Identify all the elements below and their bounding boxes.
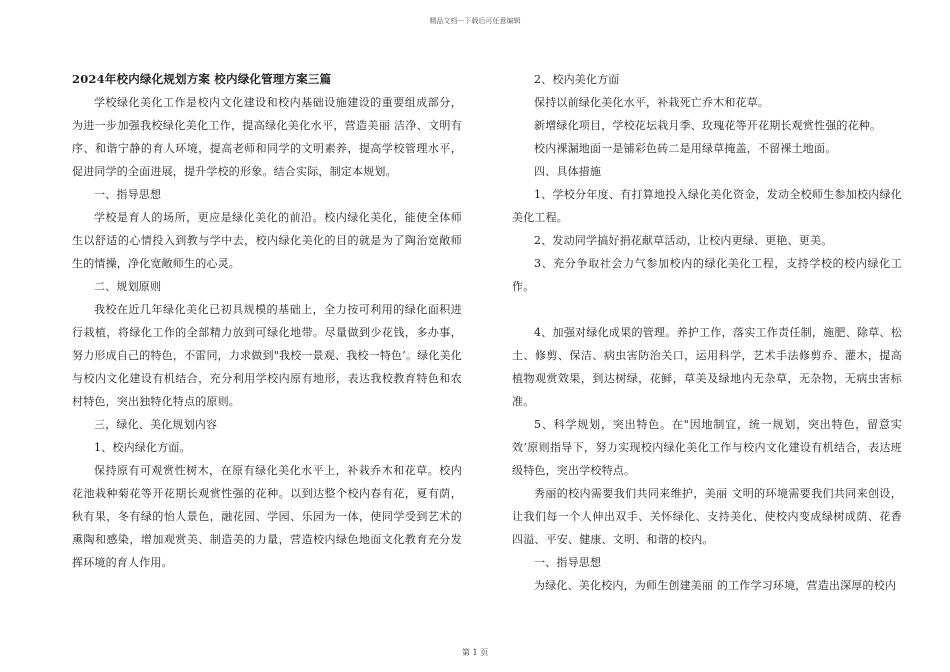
- paragraph: 4、加强对绿化成果的管理。养护工作，落实工作责任制，施肥、除草、松土、修剪、保洁、病虫害防治关口，运用科学，艺术手法修剪乔、灌木，提高植物观赏效果，到达树绿，花鲜，草美及绿地内无杂草，无杂物，无病虫害标准。: [512, 326, 902, 408]
- left-column: [72, 68, 462, 574]
- paragraph: 2、校内美化方面: [534, 73, 620, 86]
- document-title: 2024年校内绿化规划方案 校内绿化管理方案三篇: [72, 72, 332, 86]
- right-column: [512, 68, 902, 597]
- paragraph: 一、指导思想: [94, 188, 162, 201]
- paragraph: 学校绿化美化工作是校内文化建设和校内基础设施建设的重要组成部分，为进一步加强我校绿化美化工作，提高绿化美化水平，营造美丽 洁净、文明有序、和谐宁静的育人环境，提高老师和同学的文明素养，提高学校管理水平，促进同学的全面进展，提升学校的形象。结合实际，制定本规划。: [72, 96, 462, 178]
- paragraph: 新增绿化项目，学校花坛栽月季、玫瑰花等开花期长观赏性强的花种。: [534, 119, 882, 132]
- paragraph: 保持以前绿化美化水平，补栽死亡乔木和花草。: [534, 96, 770, 109]
- paragraph: 5、科学规划，突出特色。在"因地制宜，统一规划，突出特色，留意实效’原则指导下，努力实现校内绿化美化工作与校内文化建设有机结合，表达班级特色，突出学校特点。: [512, 418, 902, 477]
- paragraph: 一、指导思想: [534, 556, 602, 569]
- paragraph: 秀丽的校内需要我们共同来维护，美丽 文明的环境需要我们共同来创设，让我们每一个人伸出双手、关怀绿化、支持美化、使校内变成绿树成荫、花香四溢、平安、健康、文明、和谐的校内。: [512, 487, 902, 546]
- paragraph: 1、学校分年度、有打算地投入绿化美化资金，发动全校师生参加校内绿化美化工程。: [512, 188, 902, 224]
- paragraph: 2、发动同学搞好捐花献草活动，让校内更绿、更艳、更美。: [534, 234, 833, 247]
- blank-line: [512, 298, 902, 321]
- paragraph: 3、充分争取社会力气参加校内的绿化美化工程，支持学校的校内绿化工作。: [512, 257, 902, 293]
- paragraph: 1、校内绿化方面。: [94, 441, 191, 454]
- paragraph: 二、规划原则: [94, 280, 162, 293]
- page-number: 第 1 页: [461, 648, 489, 657]
- paragraph: 保持原有可观赏性树木，在原有绿化美化水平上，补栽乔木和花草。校内花池栽种菊花等开花期长观赏性强的花种。以到达整个校内春有花，夏有荫，秋有果，冬有绿的怡人景色，融花园、学园、乐园为一体，使同学受到艺术的熏陶和感染，增加观赏美、制造美的力量，营造校内绿色地面文化教育充分发挥环境的育人作用。: [72, 464, 462, 569]
- paragraph: 学校是育人的场所，更应是绿化美化的前沿。校内绿化美化，能使全体师生以舒适的心情投入到教与学中去，校内绿化美化的目的就是为了陶治宽敞师生的情操，净化宽敞师生的心灵。: [72, 211, 462, 270]
- paragraph: 校内裸漏地面一是铺彩色砖二是用绿草掩盖，不留裸土地面。: [534, 142, 837, 155]
- page-header: 精品文档---下载后可任意编辑: [429, 17, 521, 25]
- paragraph: 我校在近几年绿化美化已初具规模的基础上，全力按可利用的绿化面积进行栽植，将绿化工作的全部精力放到可绿化地带。尽量做到少花钱，多办事，努力形成自己的特色，不雷同，力求做到"我校一景观、我校一特色’。绿化美化与校内文化建设有机结合，充分利用学校内原有地形，表达我校教育特色和农村特色，突出独特化特点的原则。: [72, 303, 462, 408]
- paragraph: 为绿化、美化校内，为师生创建美丽 的工作学习环境，营造出深厚的校内: [534, 579, 897, 592]
- paragraph: 三，绿化、美化规划内容: [94, 418, 218, 431]
- paragraph: 四、具体措施: [534, 165, 602, 178]
